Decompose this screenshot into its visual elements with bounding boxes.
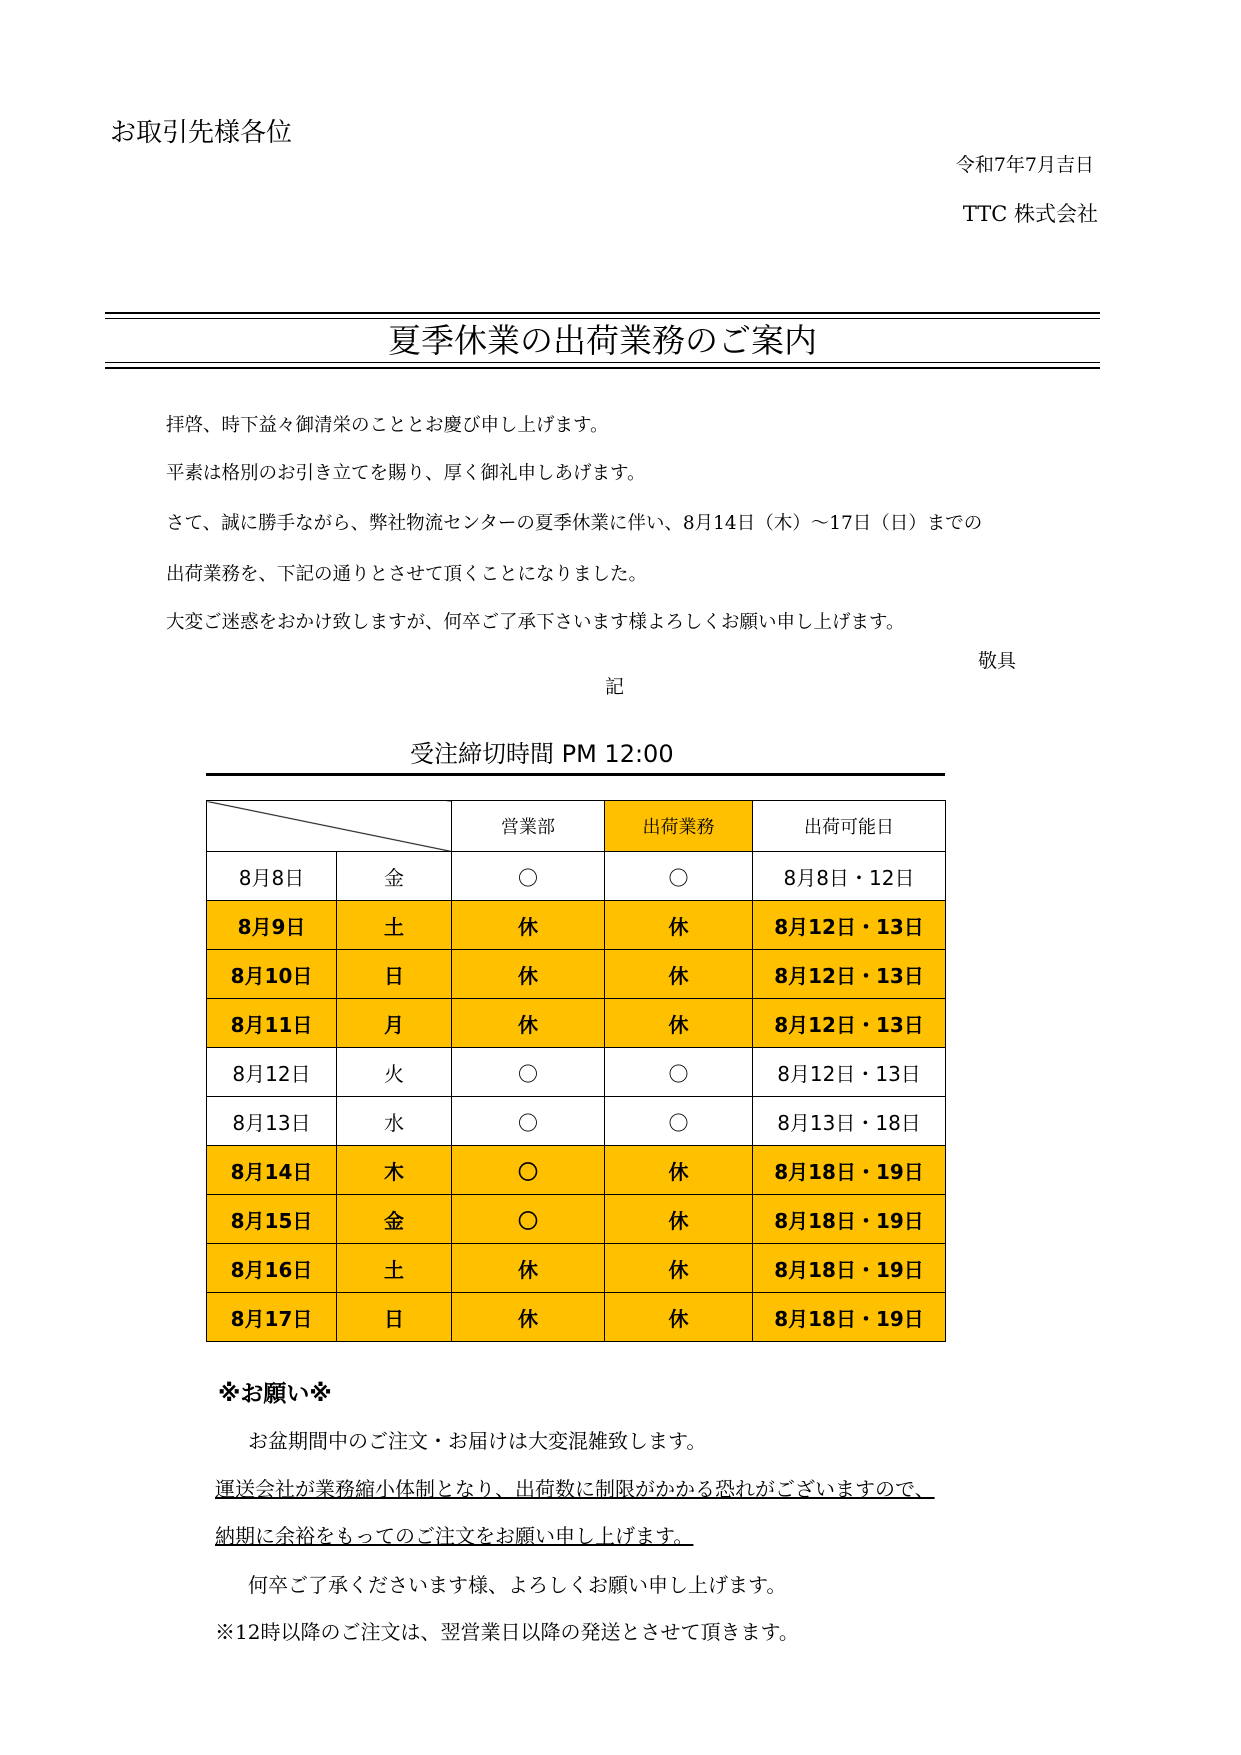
cell-available: 8月18日・19日 <box>753 1244 946 1293</box>
table-row <box>207 1097 946 1146</box>
cell-date: 8月16日 <box>207 1244 337 1293</box>
notice-line: お盆期間中のご注文・お届けは大変混雑致します。 <box>248 1429 707 1453</box>
cell-date: 8月15日 <box>207 1195 337 1244</box>
cell-available: 8月8日・12日 <box>753 852 946 901</box>
header-sales: 営業部 <box>452 801 605 852</box>
cell-shipping: 休 <box>605 999 753 1048</box>
header-shipping: 出荷業務 <box>605 801 753 852</box>
cell-day: 金 <box>337 852 452 901</box>
cell-day: 火 <box>337 1048 452 1097</box>
cell-shipping: 〇 <box>605 852 753 901</box>
cell-available: 8月12日・13日 <box>753 999 946 1048</box>
deadline-rule <box>206 773 945 776</box>
page-title: 夏季休業の出荷業務のご案内 <box>388 321 817 360</box>
shipping-schedule-table <box>206 800 946 1342</box>
cell-available: 8月13日・18日 <box>753 1097 946 1146</box>
table-body <box>207 852 946 1342</box>
cell-date: 8月8日 <box>207 852 337 901</box>
closing-keigu: 敬具 <box>978 650 1017 672</box>
notice-line: ※12時以降のご注文は、翌営業日以降の発送とさせて頂きます。 <box>215 1620 799 1644</box>
cell-available: 8月12日・13日 <box>753 950 946 999</box>
notice-heading: ※お願い※ <box>218 1381 332 1407</box>
cell-sales: 休 <box>452 999 605 1048</box>
cell-day: 月 <box>337 999 452 1048</box>
order-deadline: 受注締切時間 PM 12:00 <box>410 740 674 768</box>
table-row <box>207 1048 946 1097</box>
cell-shipping: 〇 <box>605 1048 753 1097</box>
cell-date: 8月17日 <box>207 1293 337 1342</box>
cell-shipping: 〇 <box>605 1097 753 1146</box>
cell-shipping: 休 <box>605 1195 753 1244</box>
ki-marker: 記 <box>605 676 625 698</box>
table-row <box>207 901 946 950</box>
cell-available: 8月18日・19日 <box>753 1293 946 1342</box>
cell-day: 木 <box>337 1146 452 1195</box>
cell-date: 8月13日 <box>207 1097 337 1146</box>
cell-sales: 〇 <box>452 1048 605 1097</box>
cell-available: 8月12日・13日 <box>753 1048 946 1097</box>
cell-available: 8月12日・13日 <box>753 901 946 950</box>
body-paragraph: 大変ご迷惑をおかけ致しますが、何卒ご了承下さいます様よろしくお願い申し上げます。 <box>166 612 905 633</box>
notice-line: 運送会社が業務縮小体制となり、出荷数に制限がかかる恐れがございますので、 <box>215 1477 935 1501</box>
table-row <box>207 1146 946 1195</box>
cell-day: 水 <box>337 1097 452 1146</box>
cell-sales: 〇 <box>452 1195 605 1244</box>
body-paragraph: さて、誠に勝手ながら、弊社物流センターの夏季休業に伴い、8月14日（木）～17日（日）までの <box>166 513 983 534</box>
body-paragraph: 平素は格別のお引き立てを賜り、厚く御礼申しあげます。 <box>166 463 646 484</box>
cell-shipping: 休 <box>605 1244 753 1293</box>
cell-day: 金 <box>337 1195 452 1244</box>
cell-shipping: 休 <box>605 950 753 999</box>
cell-date: 8月9日 <box>207 901 337 950</box>
table-row <box>207 1244 946 1293</box>
notice-line: 何卒ご了承くださいます様、よろしくお願い申し上げます。 <box>248 1573 787 1597</box>
cell-date: 8月11日 <box>207 999 337 1048</box>
header-diagonal-cell <box>207 801 452 852</box>
table-row <box>207 1195 946 1244</box>
table-header-row <box>207 801 946 852</box>
cell-sales: 〇 <box>452 1146 605 1195</box>
header-available: 出荷可能日 <box>753 801 946 852</box>
cell-sales: 〇 <box>452 852 605 901</box>
table-row <box>207 999 946 1048</box>
cell-sales: 休 <box>452 1244 605 1293</box>
addressee: お取引先様各位 <box>110 118 293 148</box>
cell-date: 8月10日 <box>207 950 337 999</box>
notice-line: 納期に余裕をもってのご注文をお願い申し上げます。 <box>215 1524 694 1548</box>
table-row <box>207 950 946 999</box>
cell-shipping: 休 <box>605 1293 753 1342</box>
cell-day: 日 <box>337 1293 452 1342</box>
title-rule-bottom <box>105 367 1100 369</box>
cell-available: 8月18日・19日 <box>753 1146 946 1195</box>
body-paragraph: 出荷業務を、下記の通りとさせて頂くことになりました。 <box>166 564 648 585</box>
title-rule-top <box>105 312 1100 314</box>
company-name: TTC 株式会社 <box>962 202 1098 226</box>
cell-sales: 休 <box>452 1293 605 1342</box>
cell-day: 土 <box>337 1244 452 1293</box>
body-paragraph: 拝啓、時下益々御清栄のこととお慶び申し上げます。 <box>166 415 609 436</box>
cell-available: 8月18日・19日 <box>753 1195 946 1244</box>
title-rule-bottom-inner <box>105 362 1100 363</box>
cell-sales: 〇 <box>452 1097 605 1146</box>
cell-sales: 休 <box>452 950 605 999</box>
cell-shipping: 休 <box>605 901 753 950</box>
cell-sales: 休 <box>452 901 605 950</box>
cell-date: 8月12日 <box>207 1048 337 1097</box>
cell-date: 8月14日 <box>207 1146 337 1195</box>
document-date: 令和7年7月吉日 <box>955 154 1094 176</box>
table-row <box>207 852 946 901</box>
cell-day: 日 <box>337 950 452 999</box>
cell-shipping: 休 <box>605 1146 753 1195</box>
table-row <box>207 1293 946 1342</box>
cell-day: 土 <box>337 901 452 950</box>
